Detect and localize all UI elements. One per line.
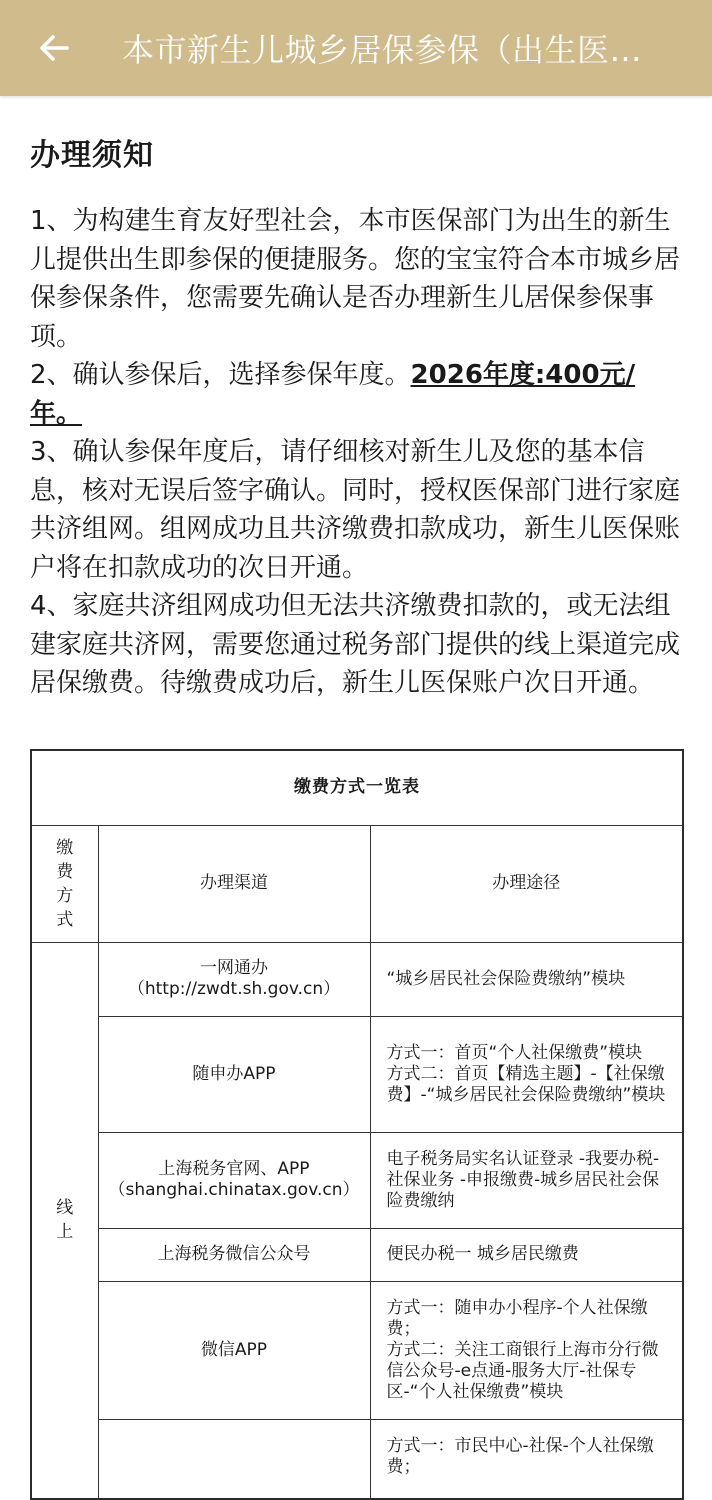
channel-cell: 上海税务微信公众号 [98,1228,370,1281]
table-caption: 缴费方式一览表 [31,750,683,826]
channel-cell: 上海税务官网、APP （shanghai.chinatax.gov.cn） [98,1132,370,1228]
header-channel: 办理渠道 [98,825,370,942]
header-path: 办理途径 [370,825,683,942]
path-cell: 方式一：市民中心-社保-个人社保缴费； [370,1419,683,1499]
table-row [31,1281,683,1419]
notice-item-2-text: 2、确认参保后，选择参保年度。 [30,360,411,390]
table-row [31,1016,683,1132]
content [0,130,712,1500]
notice-item-4: 4、家庭共济组网成功但无法共济缴费扣款的，或无法组建家庭共济网，需要您通过税务部门提供的线上渠道完成居保缴费。待缴费成功后，新生儿医保账户次日开通。 [30,587,682,703]
path-cell: 便民办税一 城乡居民缴费 [370,1228,683,1281]
channel-cell [98,1419,370,1499]
table-row [31,1132,683,1228]
fee-amount: 2026年度:400元/年。 [30,360,635,429]
path-cell: “城乡居民社会保险费缴纳”模块 [370,942,683,1016]
group-online: 线上 [31,942,98,1499]
path-cell: 电子税务局实名认证登录 -我要办税- 社保业务 -申报缴费-城乡居民社会保险费缴纳 [370,1132,683,1228]
back-button[interactable] [32,26,76,70]
notice-heading: 办理须知 [30,130,682,174]
channel-cell: 微信APP [98,1281,370,1419]
app-bar [0,0,712,96]
page-title: 本市新生儿城乡居保参保（出生医… [122,25,682,71]
header-type: 缴费方式 [31,825,98,942]
table-row [31,942,683,1016]
notice-item-1: 1、为构建生育友好型社会，本市医保部门为出生的新生儿提供出生即参保的便捷服务。您的宝宝符合本市城乡居保参保条件，您需要先确认是否办理新生儿居保参保事项。 [30,202,682,356]
channel-cell: 一网通办 （http://zwdt.sh.gov.cn） [98,942,370,1016]
notice-item-3: 3、确认参保年度后，请仔细核对新生儿及您的基本信息，核对无误后签字确认。同时，授权医保部门进行家庭共济组网。组网成功且共济缴费扣款成功，新生儿医保账户将在扣款成功的次日开通。 [30,433,682,587]
table-row [31,1228,683,1281]
path-cell: 方式一：随申办小程序-个人社保缴费； 方式二：关注工商银行上海市分行微信公众号-e点通-服务大厅-社保专区-“个人社保缴费”模块 [370,1281,683,1419]
table-header-row [31,825,683,942]
notice-item-2 [30,356,682,433]
arrow-left-icon [37,31,71,65]
table-row [31,1419,683,1499]
payment-methods-table [30,749,684,1500]
channel-cell: 随申办APP [98,1016,370,1132]
path-cell: 方式一：首页“个人社保缴费”模块 方式二：首页【精选主题】-【社保缴费】-“城乡居民社会保险费缴纳”模块 [370,1016,683,1132]
